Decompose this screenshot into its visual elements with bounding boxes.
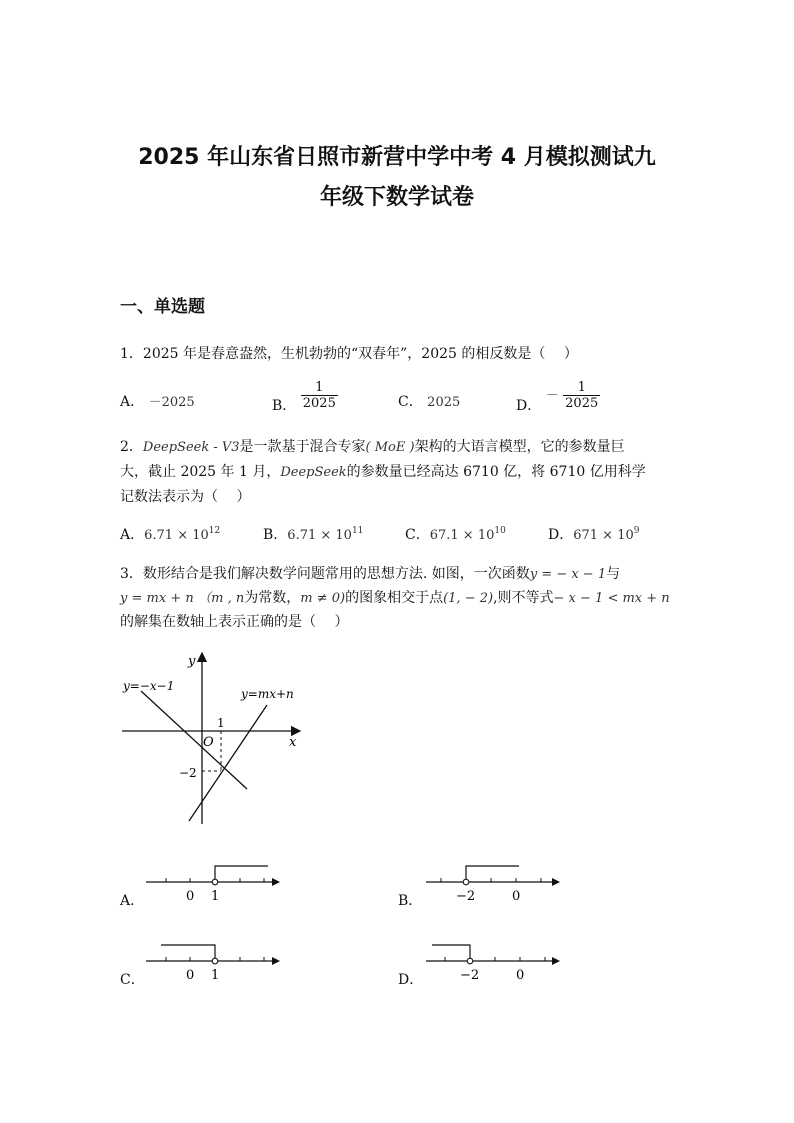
- q1-option-c[interactable]: C． 2025: [398, 394, 461, 410]
- svg-text:1: 1: [211, 889, 220, 904]
- svg-text:−2: −2: [456, 889, 476, 904]
- graph-label-line1: y=−x−1: [123, 679, 175, 693]
- q3-function-graph: [115, 648, 315, 828]
- q1-option-d[interactable]: D． － $\frac{1}{2025}$: [516, 380, 599, 414]
- exam-title-line2: 年级下数学试卷: [319, 185, 474, 210]
- q2-option-b[interactable]: B．$6.71 \times 10^{11}$: [263, 526, 364, 543]
- svg-text:0: 0: [186, 889, 195, 904]
- q1-b-fraction: $\frac{1}{2025}$: [302, 380, 336, 411]
- q2-option-d[interactable]: D．$671 \times 10^9$: [548, 526, 640, 543]
- q3-option-c-label[interactable]: C．: [120, 972, 145, 988]
- q1-d-fraction: $\frac{1}{2025}$: [565, 380, 599, 411]
- question-3-line2: y = mx + n （m , n为常数，m ≠ 0)的图象相交于点(1, − 2),则不等式− x − 1 < mx + n: [120, 590, 670, 606]
- graph-label-one: 1: [217, 716, 225, 730]
- q2-option-c[interactable]: C．$67.1 \times 10^{10}$: [405, 526, 506, 543]
- graph-label-y: y: [188, 654, 196, 669]
- question-2-line3: 记数法表示为（ ）: [120, 489, 251, 505]
- q3-option-a-label[interactable]: A．: [120, 893, 145, 909]
- graph-label-line2: y=mx+n: [241, 687, 294, 701]
- q1-option-b[interactable]: B． $\frac{1}{2025}$: [272, 380, 336, 414]
- graph-label-origin: O: [203, 735, 214, 750]
- question-3-line1: 3．数形结合是我们解决数学问题常用的思想方法. 如图，一次函数y = − x − 1与: [120, 566, 621, 582]
- q3-option-d-numberline[interactable]: [420, 937, 565, 987]
- svg-text:0: 0: [512, 889, 521, 904]
- line-y-mx-plus-n: [189, 705, 267, 821]
- svg-text:0: 0: [186, 968, 195, 983]
- q3-option-b-numberline[interactable]: [420, 858, 565, 908]
- q3-option-c-numberline[interactable]: [140, 937, 285, 987]
- q3-option-b-label[interactable]: B．: [398, 893, 423, 909]
- question-2-line1: 2．DeepSeek - V3是一款基于混合专家( MoE )架构的大语言模型，它的参数量巨: [120, 439, 625, 455]
- question-3-line3: 的解集在数轴上表示正确的是（ ）: [120, 614, 349, 630]
- svg-text:−2: −2: [460, 968, 480, 983]
- q3-option-a-numberline[interactable]: [140, 858, 285, 908]
- q1-option-a[interactable]: A． －2025: [120, 394, 195, 410]
- section-heading: 一、单选题: [120, 297, 205, 317]
- svg-text:1: 1: [211, 968, 220, 983]
- graph-label-minus-two: −2: [179, 766, 197, 780]
- q3-option-d-label[interactable]: D．: [398, 972, 424, 988]
- graph-label-x: x: [289, 735, 297, 750]
- question-1-stem: 1．2025 年是春意盎然，生机勃勃的“双春年”，2025 的相反数是（ ）: [120, 346, 578, 362]
- question-2-line2: 大，截止 2025 年 1 月，DeepSeek的参数量已经高达 6710 亿，将 6710 亿用科学: [120, 464, 646, 480]
- exam-title-line1: 2025 年山东省日照市新营中学中考 4 月模拟测试九: [138, 145, 656, 170]
- q2-option-a[interactable]: A．$6.71 \times 10^{12}$: [120, 526, 221, 543]
- svg-text:0: 0: [516, 968, 525, 983]
